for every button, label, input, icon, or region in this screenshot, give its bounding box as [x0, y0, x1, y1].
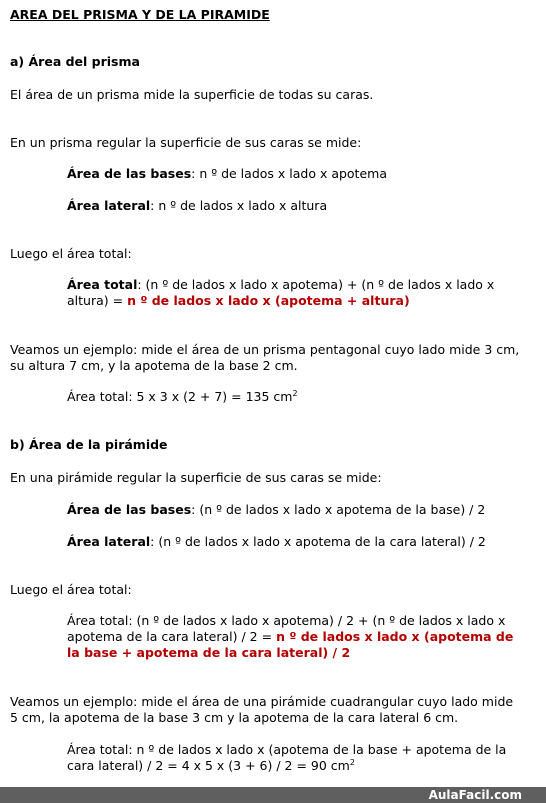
section-heading-prisma: a) Área del prisma — [10, 54, 140, 69]
superscript: 2 — [349, 757, 355, 767]
formula-text: : (n º de lados x lado x apotema de la cara lateral) / 2 — [150, 534, 486, 549]
formula-label: Área lateral — [67, 198, 151, 213]
paragraph-prisma-regular: En un prisma regular la superficie de sus caras se mide: — [10, 135, 362, 150]
formula-text: : n º de lados x lado x altura — [150, 198, 328, 213]
formula-text: : (n º de lados x lado x apotema) + (n º de lados x lado x altura) = — [67, 277, 495, 308]
formula-prisma-bases — [67, 166, 537, 182]
example-result-prisma — [67, 389, 537, 405]
paragraph-piramide-regular: En una pirámide regular la superficie de sus caras se mide: — [10, 470, 382, 485]
formula-label: Área total — [67, 277, 138, 292]
formula-text: Área total: (n º de lados x lado x apotema) / 2 + (n º de lados x lado x apotema de la cara lateral) / 2 = — [67, 613, 506, 644]
paragraph-prisma-intro: El área de un prisma mide la superficie de todas su caras. — [10, 87, 374, 102]
formula-piramide-bases — [67, 502, 537, 518]
formula-label: Área lateral — [67, 534, 151, 549]
paragraph-piramide-luego: Luego el área total: — [10, 582, 132, 597]
result-text: Área total: 5 x 3 x (2 + 7) = 135 cm — [67, 389, 293, 404]
formula-prisma-lateral — [67, 198, 537, 214]
paragraph-piramide-ejemplo: Veamos un ejemplo: mide el área de una pirámide cuadrangular cuyo lado mide 5 cm, la apotema de la base 3 cm y la apotema de la cara lateral 6 cm. — [10, 694, 514, 725]
result-text: Área total: n º de lados x lado x (apotema de la base + apotema de la cara lateral) / 2 = 4 x 5 x (3 + 6) / 2 = 90 cm — [67, 742, 507, 773]
formula-result-highlight: n º de lados x lado x (apotema de la base + apotema de la cara lateral) / 2 — [67, 629, 514, 660]
formula-prisma-total — [67, 277, 507, 309]
footer-bar — [0, 787, 546, 803]
superscript: 2 — [292, 388, 298, 398]
paragraph-prisma-luego: Luego el área total: — [10, 246, 132, 261]
section-heading-piramide: b) Área de la pirámide — [10, 437, 168, 452]
example-result-piramide — [67, 742, 537, 774]
formula-text: : (n º de lados x lado x apotema de la base) / 2 — [191, 502, 486, 517]
aulafacil-logo[interactable]: AulaFacil.com — [428, 788, 522, 802]
formula-piramide-lateral — [67, 534, 537, 550]
formula-label: Área de las bases — [67, 502, 192, 517]
formula-label: Área de las bases — [67, 166, 192, 181]
page-title: AREA DEL PRISMA Y DE LA PIRAMIDE — [10, 7, 270, 22]
paragraph-prisma-ejemplo: Veamos un ejemplo: mide el área de un prisma pentagonal cuyo lado mide 3 cm, su altura 7 cm, y la apotema de la base 2 cm. — [10, 342, 520, 373]
formula-piramide-total — [67, 613, 525, 661]
formula-text: : n º de lados x lado x apotema — [191, 166, 387, 181]
formula-result-highlight: n º de lados x lado x (apotema + altura) — [127, 293, 410, 308]
